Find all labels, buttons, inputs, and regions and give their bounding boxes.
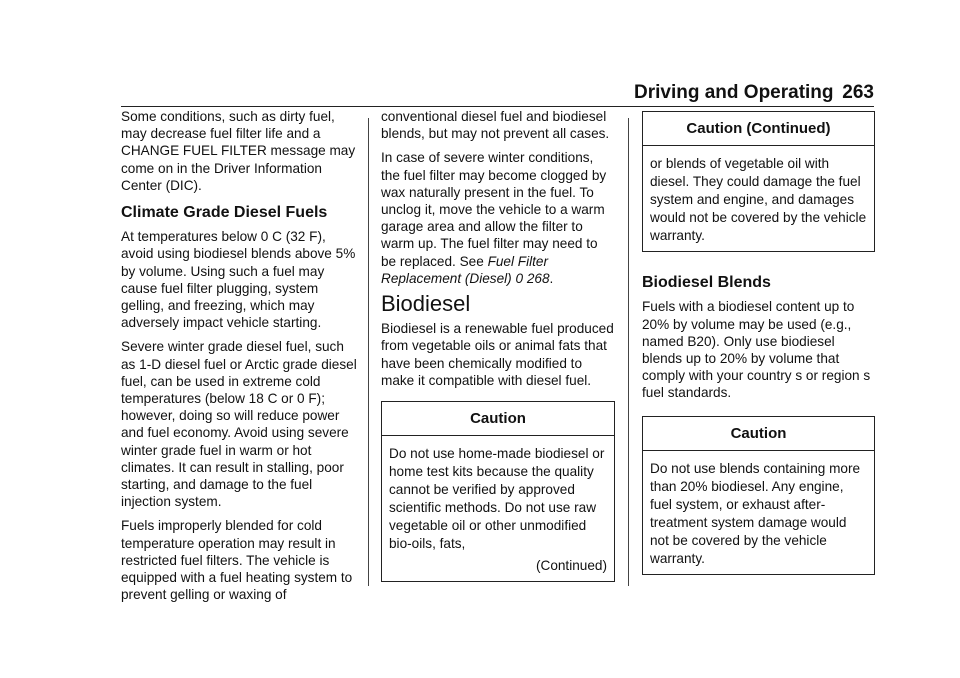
- paragraph: Some conditions, such as dirty fuel, may decrease fuel filter life and a CHANGE FUEL FILTER message may come on in the Driver Information Center (DIC).: [121, 109, 356, 193]
- caution-title: Caution: [643, 417, 874, 451]
- column-1: [121, 108, 357, 610]
- cross-reference-link[interactable]: Fuel Filter Replacement (Diesel): [381, 253, 548, 286]
- page-number: 263: [842, 82, 874, 103]
- column-divider-1: [368, 118, 369, 586]
- caution-body: [643, 146, 874, 251]
- column-divider-2: [628, 118, 629, 586]
- caution-text: Do not use blends containing more than 20% biodiesel. Any engine, fuel system, or exhaust after-treatment system damage would not be covered by the vehicle warranty.: [650, 460, 861, 566]
- caution-title: Caution: [382, 402, 614, 436]
- section-title: Driving and Operating: [634, 82, 834, 103]
- section-heading: Climate Grade Diesel Fuels: [121, 204, 328, 222]
- caution-body: [382, 436, 614, 581]
- page-reference[interactable]: 0 268: [515, 270, 550, 286]
- punctuation: .: [549, 270, 554, 286]
- paragraph: Severe winter grade diesel fuel, such as 1-D diesel fuel or Arctic grade diesel fuel, can be used in extreme cold temperatures (below 18 C or 0 F); however, doing so will reduce power and fuel economy. Avoid using severe winter grade fuel in warm or hot climates. It can result in stalling, poor starting, and damage to the fuel injection system.: [121, 339, 357, 510]
- caution-title: Caution (Continued): [643, 112, 874, 146]
- caution-text: or blends of vegetable oil with diesel. They could damage the fuel system and engine, and damages would not be covered by the vehicle warranty.: [650, 156, 867, 244]
- section-heading: Biodiesel Blends: [642, 274, 771, 292]
- page-header: [634, 82, 874, 104]
- column-2: [381, 108, 615, 582]
- header-divider: [121, 106, 874, 107]
- paragraph: conventional diesel fuel and biodiesel blends, but may not prevent all cases.: [381, 109, 610, 142]
- caution-text: Do not use home-made biodiesel or home test kits because the quality cannot be verified by approved scientific methods. Do not use raw vegetable oil or other unmodified bio-oils, fats,: [389, 446, 605, 552]
- paragraph-text: In case of severe winter conditions, the fuel filter may become clogged by wax naturally present in the fuel. To unclog it, move the vehicle to a warm garage area and allow the filter to warm up. The fuel filter may need to be replaced. See: [381, 150, 607, 269]
- caution-box-continued: [642, 111, 875, 252]
- paragraph: [381, 149, 615, 287]
- caution-box: [642, 416, 875, 575]
- column-3: [642, 108, 875, 575]
- main-heading: Biodiesel: [381, 291, 471, 317]
- paragraph: Fuels with a biodiesel content up to 20% by volume may be used (e.g., named B20). Only use biodiesel blends up to 20% by volume that comply with your country s or region s fuel standards.: [642, 299, 871, 401]
- paragraph: Biodiesel is a renewable fuel produced from vegetable oils or animal fats that have been chemically modified to make it compatible with diesel fuel.: [381, 321, 614, 388]
- continued-label: (Continued): [535, 558, 607, 574]
- paragraph: Fuels improperly blended for cold temperature operation may result in restricted fuel filters. The vehicle is equipped with a fuel heating system to prevent gelling or waxing of: [121, 518, 353, 603]
- caution-body: [643, 451, 874, 574]
- caution-box: [381, 401, 615, 582]
- paragraph: At temperatures below 0 C (32 F), avoid using biodiesel blends above 5% by volume. Using such a fuel may cause fuel filter plugging, system gelling, and freezing, which may adversely impact vehicle starting.: [121, 229, 356, 331]
